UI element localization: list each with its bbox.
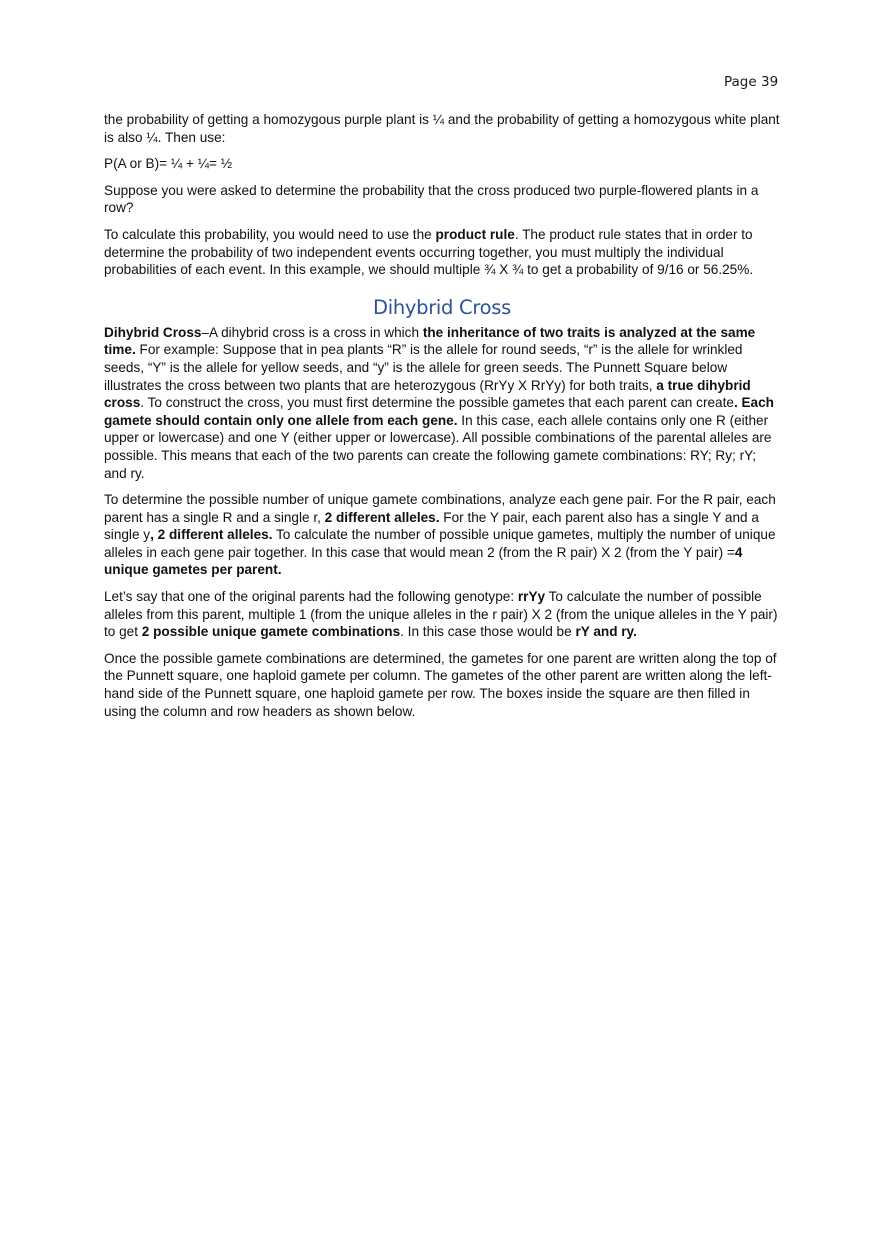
paragraph-product-rule: To calculate this probability, you would need to use the product rule. The product rule states that in order to determine the probability of two independent events occurring together, you must multiply the individual probabilities of each event. In this example, we should multiple ¾ X ¾ to get a probability of 9/16 or 56.25%. (104, 226, 754, 278)
paragraph-probability-homozygous: the probability of getting a homozygous purple plant is ¼ and the probability of getting a homozygous white plant is also ¼. Then use: (104, 112, 780, 145)
paragraph-sum-rule-formula: P(A or B)= ¼ + ¼= ½ (104, 156, 233, 172)
paragraph-punnett-instructions: Once the possible gamete combinations are determined, the gametes for one parent are written along the top of the Punnett square, one haploid gamete per column. The gametes of the other parent are written along the left- hand side of the Punnett square, one haploid gamete per row. The boxes inside the square are then filled in using the column and row headers as shown below. (104, 650, 777, 719)
section-heading-dihybrid-cross: Dihybrid Cross (373, 295, 511, 319)
paragraph-two-purple-question: Suppose you were asked to determine the probability that the cross produced two purple-flowered plants in a row? (104, 182, 759, 216)
paragraph-rryy-example: Let’s say that one of the original parents had the following genotype: rrYy To calculate the number of possible alleles from this parent, multiple 1 (from the unique alleles in the r pair) X 2 (from the unique alleles in the Y pair) to get 2 possible unique gamete combinations. In this case those would be rY and ry. (104, 589, 778, 640)
paragraph-dihybrid-definition: Dihybrid Cross–A dihybrid cross is a cross in which the inheritance of two traits is analyzed at the same time. For example: Suppose that in pea plants “R” is the allele for round seeds, “r” is the allele for wrinkled seeds, “Y” is the allele for yellow seeds, and “y” is the allele for green seeds. The Punnett Square below illustrates the cross between two plants that are heterozygous (RrYy X RrYy) for both traits, a true dihybrid cross. To construct the cross, you must first determine the possible gametes that each parent can create. Each gamete should contain only one allele from each gene. In this case, each allele contains only one R (either upper or lowercase) and one Y (either upper or lowercase). All possible combinations of the parental alleles are possible. This means that each of the two parents can create the following gamete combinations: RY; Ry; rY; and ry. (104, 324, 774, 481)
page-number: Page 39 (724, 74, 779, 90)
paragraph-unique-gametes: To determine the possible number of unique gamete combinations, analyze each gene pair. For the R pair, each parent has a single R and a single r, 2 different alleles. For the Y pair, each parent also has a single Y and a single y, 2 different alleles. To calculate the number of possible unique gametes, multiply the number of unique alleles in each gene pair together. In this case that would mean 2 (from the R pair) X 2 (from the Y pair) =4 unique gametes per parent. (104, 492, 776, 578)
document-body (104, 111, 780, 729)
